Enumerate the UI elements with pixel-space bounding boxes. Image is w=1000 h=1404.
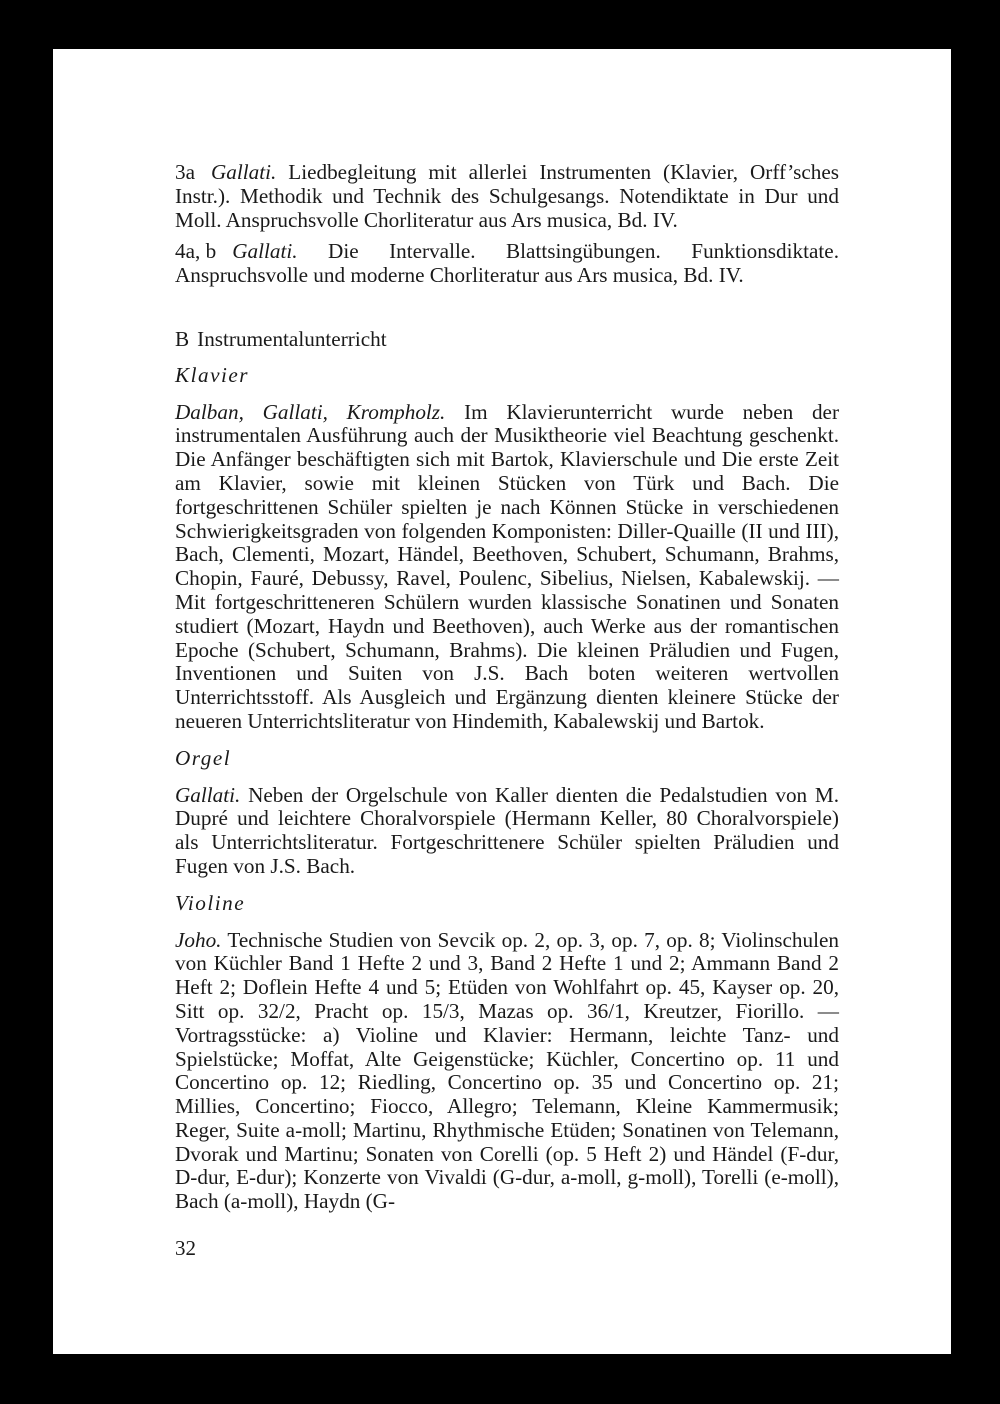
subsection-body-orgel xyxy=(175,784,839,879)
subsection-body-klavier xyxy=(175,401,839,734)
lesson-number: 4a, b xyxy=(175,239,217,264)
subsection-body-violine xyxy=(175,929,839,1215)
subsection-heading-orgel: Orgel xyxy=(175,745,232,770)
subsection-text: Neben der Orgelschule von Kaller dienten die Pedalstudien von M. Dupré und leichtere Choralvorspiele (Hermann Keller, 80 Choralvorspiele) als Unterrichtsliteratur. Fortgeschrittenere Schüler spielten Präludien und Fugen von J.S. Bach. xyxy=(175,782,839,878)
lesson-entry-4ab xyxy=(175,240,839,288)
page-number: 32 xyxy=(175,1236,196,1260)
teacher-names: Dalban, Gallati, Krompholz. xyxy=(175,399,446,424)
section-heading xyxy=(175,328,839,352)
subsection-text: Technische Studien von Sevcik op. 2, op. 3, op. 7, op. 8; Violinschulen von Küchler Band 1 Hefte 2 und 3, Band 2 Hefte 1 und 2; Ammann Band 2 Heft 2; Doflein Hefte 4 und 5; Etüden von Wohlfahrt op. 45, Kayser op. 20, Sitt op. 32/2, Pracht op. 15/3, Mazas op. 36/1, Kreutzer, Fiorillo. — Vortragsstücke: a) Violine und Klavier: Hermann, leichte Tanz- und Spielstücke; Moffat, Alte Geigenstücke; Küchler, Concertino op. 11 und Concertino op. 12; Riedling, Concertino op. 35 und Concertino op. 21; Millies, Concertino; Fiocco, Allegro; Telemann, Kleine Kammermusik; Reger, Suite a-moll; Martinu, Rhythmische Etüden; Sonatinen von Telemann, Dvorak und Martinu; Sonaten von Corelli (op. 5 Heft 2) und Händel (F-dur, D-dur, E-dur); Konzerte von Vivaldi (G-dur, a-moll, g-moll), Torelli (e-moll), Bach (a-moll), Haydn (G- xyxy=(175,927,840,1214)
teacher-names: Joho. xyxy=(175,927,222,952)
teacher-name: Gallati. xyxy=(232,239,298,264)
page-content xyxy=(175,161,839,1214)
lesson-description: Die Intervalle. Blattsingübungen. Funktionsdiktate. Anspruchsvolle und moderne Chorliteratur aus Ars musica, Bd. IV. xyxy=(175,239,840,288)
section-title: Instrumentalunterricht xyxy=(197,326,387,351)
scanned-page xyxy=(53,49,951,1354)
subsection-text: Im Klavierunterricht wurde neben der instrumentalen Ausführung auch der Musiktheorie viel Beachtung geschenkt. Die Anfänger beschäftigten sich mit Bartok, Klavierschule und Die erste Zeit am Klavier, sowie mit kleinen Stücken von Türk und Bach. Die fortgeschrittenen Schüler spielten je nach Können Stücke in verschiedenen Schwierigkeitsgraden von folgenden Komponisten: Diller-Quaille (II und III), Bach, Clementi, Mozart, Händel, Beethoven, Schubert, Schumann, Brahms, Chopin, Fauré, Debussy, Ravel, Poulenc, Sibelius, Nielsen, Kabalewskij. — Mit fortgeschritteneren Schülern wurden klassische Sonatinen und Sonaten studiert (Mozart, Haydn und Beethoven), auch Werke aus der romantischen Epoche (Schubert, Schumann, Brahms). Die kleinen Präludien und Fugen, Inventionen und Suiten von J.S. Bach boten weiteren wertvollen Unterrichtsstoff. Als Ausgleich und Ergänzung dienten kleinere Stücke der neueren Unterrichtsliteratur von Hindemith, Kabalewskij und Bartok. xyxy=(175,399,839,733)
lesson-description: Liedbegleitung mit allerlei Instrumenten (Klavier, Orff’sches Instr.). Methodik und Technik des Schulgesangs. Notendiktate in Dur und Moll. Anspruchsvolle Chorliteratur aus Ars musica, Bd. IV. xyxy=(175,160,840,232)
lesson-entry-3a xyxy=(175,161,839,232)
teacher-name: Gallati. xyxy=(211,160,277,184)
lesson-number: 3a xyxy=(175,160,195,184)
subsection-heading-violine: Violine xyxy=(175,890,246,915)
subsection-heading-klavier: Klavier xyxy=(175,362,250,387)
teacher-names: Gallati. xyxy=(175,782,241,807)
section-letter: B xyxy=(175,326,190,351)
